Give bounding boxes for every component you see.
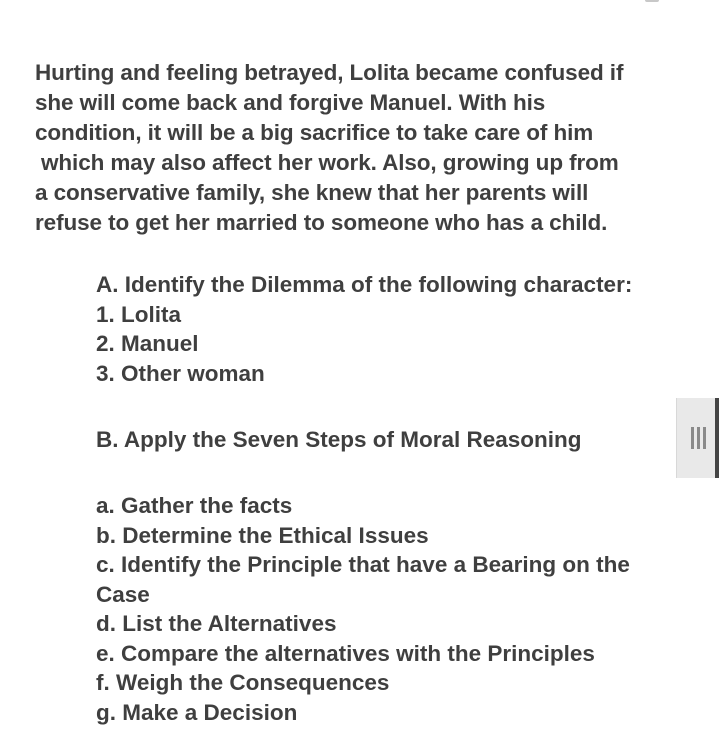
step-item: a. Gather the facts <box>96 493 293 518</box>
step-item-continuation: Case <box>96 581 150 607</box>
story-paragraph <box>35 58 695 238</box>
paragraph-line: she will come back and forgive Manuel. With his <box>35 90 546 115</box>
character-item-other-woman: 3. Other woman <box>96 360 265 386</box>
vertical-bars-menu-icon <box>691 427 706 449</box>
step-item: d. List the Alternatives <box>96 611 337 636</box>
paragraph-line: refuse to get her married to someone who has a child. <box>35 210 608 235</box>
paragraph-line: condition, it will be a big sacrifice to take care of him <box>35 120 594 145</box>
step-item: b. Determine the Ethical Issues <box>96 522 429 548</box>
paragraph-line: a conservative family, she knew that her parents will <box>35 180 589 205</box>
screen-edge <box>715 398 719 478</box>
step-item: e. Compare the alternatives with the Principles <box>96 640 595 666</box>
scroll-indicator <box>645 0 659 2</box>
dilemma-heading: A. Identify the Dilemma of the following character: <box>96 272 633 297</box>
steps-list <box>96 491 696 727</box>
step-item: f. Weigh the Consequences <box>96 670 390 695</box>
character-item-manuel: 2. Manuel <box>96 331 199 356</box>
step-item: g. Make a Decision <box>96 699 298 725</box>
moral-reasoning-section <box>96 425 696 455</box>
side-menu-tab[interactable] <box>676 398 719 478</box>
character-item-lolita: 1. Lolita <box>96 301 182 327</box>
moral-reasoning-heading: B. Apply the Seven Steps of Moral Reasoning <box>96 427 582 452</box>
paragraph-line: Hurting and feeling betrayed, Lolita became confused if <box>35 60 624 85</box>
paragraph-line: which may also affect her work. Also, growing up from <box>41 150 619 175</box>
dilemma-section <box>96 270 696 388</box>
step-item: c. Identify the Principle that have a Bearing on the <box>96 552 630 577</box>
